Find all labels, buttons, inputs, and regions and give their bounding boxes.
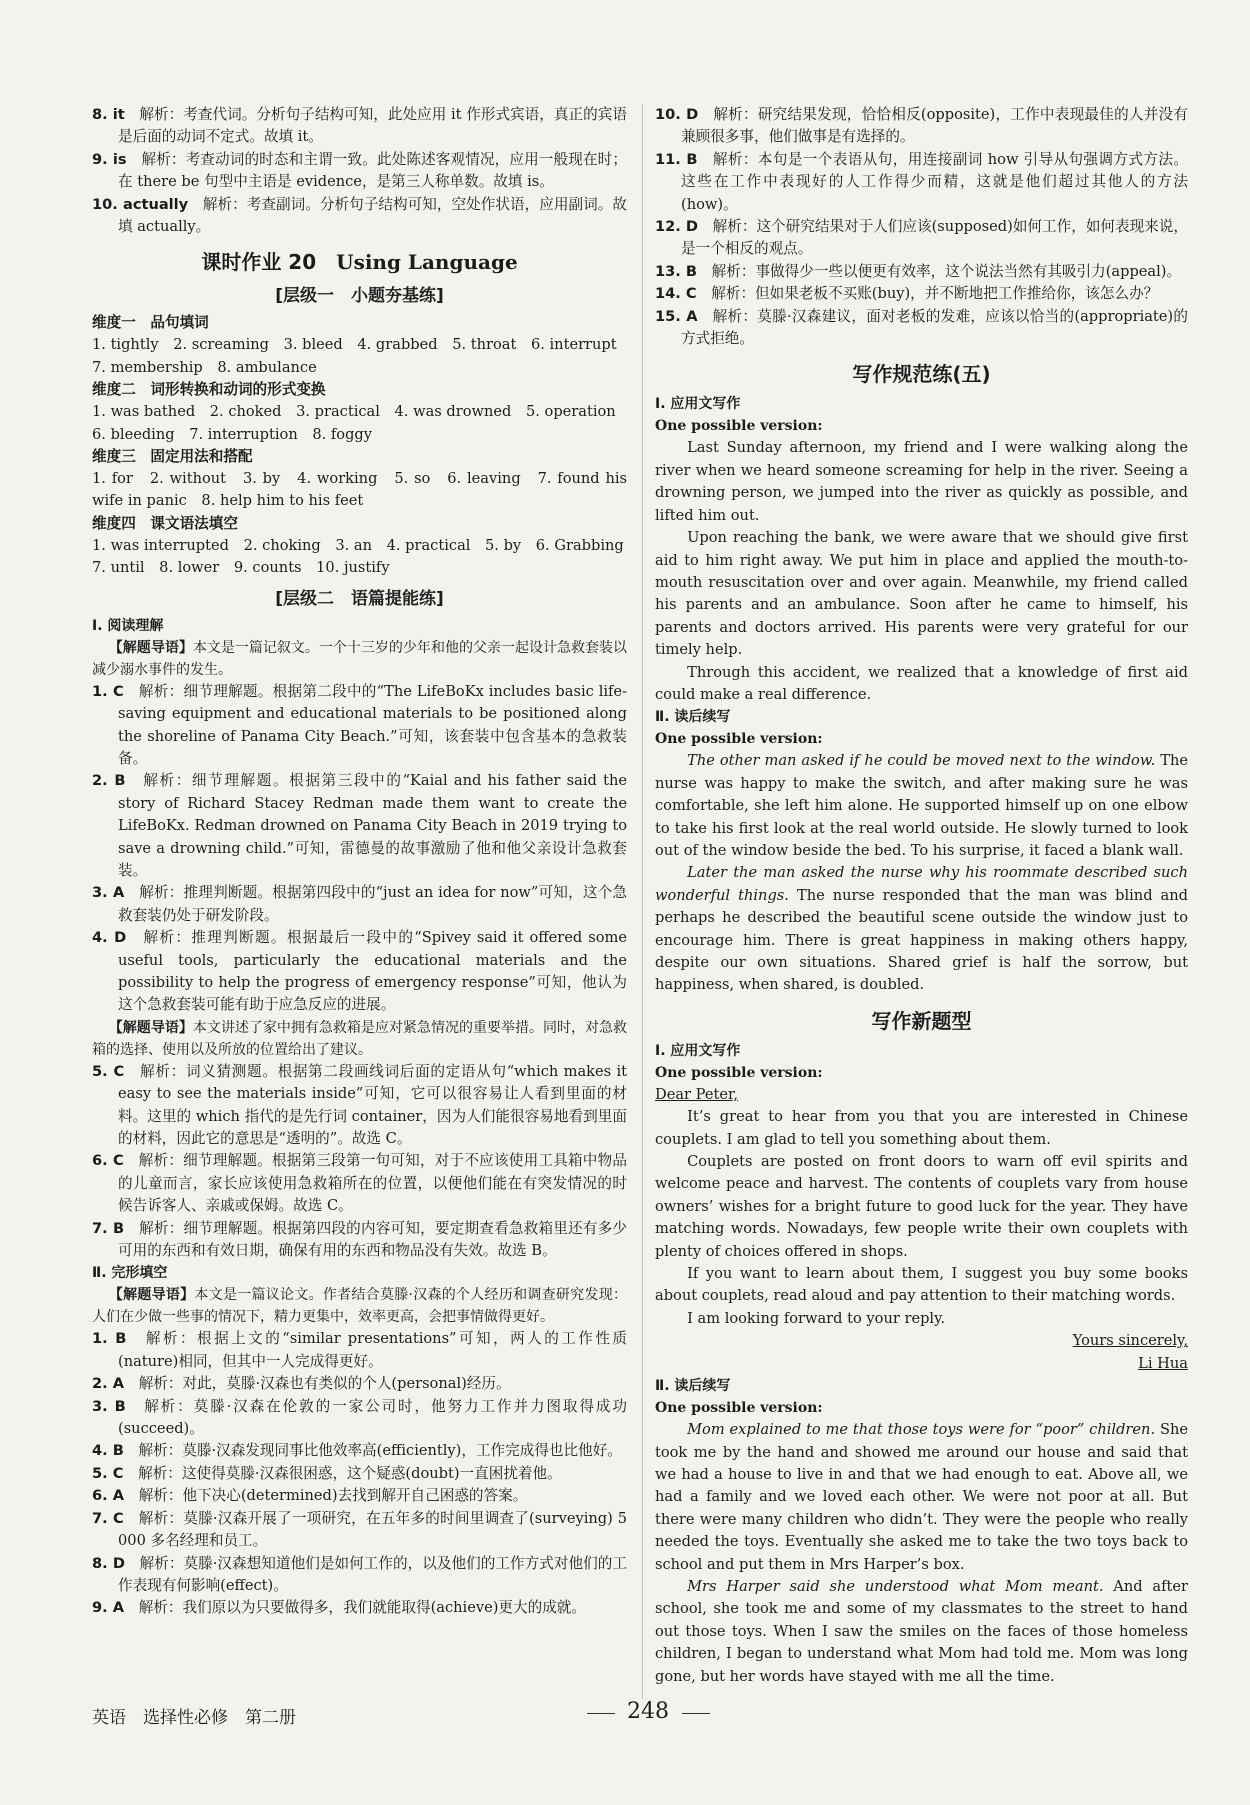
- answer-item: 5. C 解析：这使得莫滕·汉森很困惑，这个疑惑(doubt)一直困扰着他。: [92, 1464, 562, 1482]
- guide-paragraph: 【解题导语】本文讲述了家中拥有急救箱是应对紧急情况的重要举措。同时，对急救箱的选择、使用以及所放的位置给出了建议。: [92, 1019, 628, 1058]
- letter-paragraph: It’s great to hear from you that you are interested in Chinese couplets. I am glad to tell you something about them.: [655, 1108, 1188, 1148]
- answer-item: 13. B 解析：事做得少一些以便更有效率，这个说法当然有其吸引力(appeal)。: [655, 262, 1182, 280]
- writing-title: 写作规范练(五): [852, 362, 991, 387]
- answer-item: 10. actually 解析：考查副词。分析句子结构可知，空处作状语，应用副词。故填 actually。: [92, 195, 627, 236]
- answer-item: 2. B 解析：细节理解题。根据第三段中的“Kaial and his father said the story of Richard Stacey Redman made them want to create the LifeBoKx. Redman drowned on Panama City Beach in 2019 trying to save a drowning child.”可知，雷德曼的故事激励了他和他父亲设计急救套装。: [92, 772, 627, 879]
- part-title: Ⅰ. 阅读理解: [92, 617, 164, 634]
- dimension-answers: 6. bleeding 7. interruption 8. foggy: [92, 425, 373, 443]
- possible-version-label: One possible version:: [655, 1064, 823, 1081]
- answer-item: 7. C 解析：莫滕·汉森开展了一项研究，在五年多的时间里调查了(surveying) 5 000 多名经理和员工。: [92, 1509, 627, 1550]
- answer-item: 10. D 解析：研究结果发现，恰恰相反(opposite)，工作中表现最佳的人并没有兼顾很多事，他们做事是有选择的。: [655, 106, 1188, 146]
- letter-paragraph: If you want to learn about them, I suggest you buy some books about couplets, read aloud and pay attention to their matching words.: [655, 1265, 1188, 1305]
- answer-item: 9. A 解析：我们原以为只要做得多，我们就能取得(achieve)更大的成就。: [92, 1599, 586, 1617]
- level-one-title: [层级一 小题夯基练]: [275, 286, 444, 307]
- answer-item: 7. B 解析：细节理解题。根据第四段的内容可知，要定期查看急救箱里还有多少可用的东西和有效日期，确保有用的东西和物品没有失效。故选 B。: [92, 1219, 627, 1260]
- part-title: Ⅱ. 读后续写: [655, 709, 731, 726]
- letter-paragraph: I am looking forward to your reply.: [687, 1309, 946, 1327]
- letter-signature: Li Hua: [1138, 1354, 1188, 1372]
- essay-paragraph: Through this accident, we realized that a knowledge of first aid could make a real difference.: [655, 663, 1188, 703]
- answer-item: 4. B 解析：莫滕·汉森发现同事比他效率高(efficiently)，工作完成得也比他好。: [92, 1442, 622, 1460]
- guide-paragraph: 【解题导语】本文是一篇记叙文。一个十三岁的少年和他的父亲一起设计急救套装以减少溺水事件的发生。: [92, 639, 628, 678]
- essay-paragraph: Upon reaching the bank, we were aware that we should give first aid to him right away. We put him in place and applied the mouth-to-mouth resuscitation over and over again. Meanwhile, my friend called his parents and an ambulance. Soon after he came to himself, his parents and doctors arrived. His parents were very grateful for our timely help.: [655, 529, 1188, 659]
- page-dash-right: [682, 1713, 710, 1714]
- possible-version-label: One possible version:: [655, 1400, 823, 1417]
- dimension-title: 维度四 课文语法填空: [92, 514, 238, 532]
- part-title: Ⅰ. 应用文写作: [655, 1042, 741, 1059]
- essay-paragraph: Mrs Harper said she understood what Mom meant. And after school, she took me and some of my classmates to the street to hand out those toys. When I saw the smiles on the faces of those homeless children, I began to understand what Mom had told me. Mom was long gone, but her words have stayed with me all the time.: [655, 1577, 1188, 1685]
- answer-item: 8. D 解析：莫滕·汉森想知道他们是如何工作的，以及他们的工作方式对他们的工作表现有何影响(effect)。: [92, 1554, 627, 1594]
- dimension-answers: 7. membership 8. ambulance: [92, 358, 317, 376]
- answer-item: 1. C 解析：细节理解题。根据第二段中的“The LifeBoKx includes basic life-saving equipment and educational materials to be positioned along the shoreline of Panama City Beach.”可知，该套装中包含基本的急救装备。: [92, 682, 627, 767]
- answer-item: 15. A 解析：莫滕·汉森建议，面对老板的发难，应该以恰当的(appropriate)的方式拒绝。: [655, 307, 1188, 348]
- book-title: 英语 选择性必修 第二册: [92, 1708, 296, 1728]
- dimension-answers: 1. for 2. without 3. by 4. working 5. so 6. leaving 7. found his wife in panic 8. help him to his feet: [92, 470, 627, 510]
- dimension-title: 维度三 固定用法和搭配: [92, 448, 253, 466]
- answer-item: 12. D 解析：这个研究结果对于人们应该(supposed)如何工作，如何表现来说，是一个相反的观点。: [655, 218, 1188, 258]
- column-divider: [642, 104, 643, 1699]
- answer-item: 8. it 解析：考查代词。分析句子结构可知，此处应用 it 作形式宾语，真正的宾语是后面的动词不定式。故填 it。: [92, 106, 627, 146]
- answer-item: 3. B 解析：莫滕·汉森在伦敦的一家公司时，他努力工作并力图取得成功(succeed)。: [92, 1397, 627, 1438]
- guide-paragraph: 【解题导语】本文是一篇议论文。作者结合莫滕·汉森的个人经历和调查研究发现：人们在少做一些事的情况下，精力更集中，效率更高，会把事情做得更好。: [92, 1287, 627, 1326]
- dimension-answers: 1. was interrupted 2. choking 3. an 4. practical 5. by 6. Grabbing: [92, 536, 624, 554]
- answer-item: 11. B 解析：本句是一个表语从句，用连接副词 how 引导从句强调方式方法。这些在工作中表现好的人工作得少而精，这就是他们超过其他人的方法(how)。: [655, 150, 1188, 213]
- essay-paragraph: Last Sunday afternoon, my friend and I were walking along the river when we heard someone screaming for help in the river. Seeing a drowning person, we jumped into the river as quickly as possible, and lifted him out.: [655, 439, 1188, 524]
- essay-paragraph: Mom explained to me that those toys were for “poor” children. She took me by the hand and showed me around our house and said that we had a house to live in and that we had enough to eat. Above all, we had a family and we loved each other. We were not poor at all. But there were many children who didn’t. They were the people who really needed the toys. Eventually she asked me to take the two toys back to school and put them in Mrs Harper’s box.: [655, 1421, 1188, 1573]
- letter-salutation: Dear Peter,: [655, 1085, 738, 1103]
- left-column: [92, 104, 627, 1620]
- part-title: Ⅰ. 应用文写作: [655, 396, 741, 413]
- answer-item: 6. C 解析：细节理解题。根据第三段第一句可知，对于不应该使用工具箱中物品的儿童而言，家长应该使用急救箱所在的位置，以便他们能在有突发情况的时候告诉客人、亲戚或保姆。故选 C。: [92, 1152, 627, 1215]
- part-title: Ⅱ. 完形填空: [92, 1265, 168, 1282]
- answer-item: 9. is 解析：考查动词的时态和主谓一致。此处陈述客观情况，应用一般现在时；在 there be 句型中主语是 evidence，是第三人称单数。故填 is。: [92, 150, 627, 191]
- dimension-answers: 1. was bathed 2. choked 3. practical 4. was drowned 5. operation: [92, 403, 616, 421]
- dimension-title: 维度一 品句填词: [92, 314, 209, 332]
- possible-version-label: One possible version:: [655, 731, 823, 748]
- page-dash-left: [587, 1713, 615, 1714]
- right-column: [655, 104, 1188, 1688]
- part-title: Ⅱ. 读后续写: [655, 1378, 731, 1395]
- writing-title: 写作新题型: [871, 1008, 972, 1033]
- section-title: 课时作业 20 Using Language: [201, 250, 518, 275]
- page-number: 248: [627, 1699, 669, 1724]
- letter-paragraph: Couplets are posted on front doors to warn off evil spirits and welcome peace and harvest. The contents of couplets vary from house owners’ wishes for a bright future to good luck for the year. They have matching words. Nowadays, few people write their own couplets with plenty of choices offered in shops.: [655, 1153, 1188, 1260]
- dimension-answers: 1. tightly 2. screaming 3. bleed 4. grabbed 5. throat 6. interrupt: [92, 336, 617, 354]
- dimension-title: 维度二 词形转换和动词的形式变换: [92, 381, 326, 399]
- possible-version-label: One possible version:: [655, 418, 823, 435]
- answer-item: 14. C 解析：但如果老板不买账(buy)，并不断地把工作推给你，该怎么办？: [655, 285, 1159, 303]
- answer-item: 5. C 解析：词义猜测题。根据第二段画线词后面的定语从句“which makes it easy to see the materials inside”可知，它可以很容易让人看到里面的材料。这里的 which 指代的是先行词 container，因为人们能很容易地看到里面的材料，因此它的意思是“透明的”。故选 C。: [92, 1062, 627, 1147]
- level-two-title: [层级二 语篇提能练]: [275, 588, 444, 609]
- answer-item: 2. A 解析：对此，莫滕·汉森也有类似的个人(personal)经历。: [92, 1375, 511, 1393]
- dimension-answers: 7. until 8. lower 9. counts 10. justify: [92, 559, 390, 577]
- letter-closing: Yours sincerely,: [1072, 1332, 1188, 1350]
- page-footer: [92, 1699, 1188, 1733]
- answer-item: 6. A 解析：他下决心(determined)去找到解开自己困惑的答案。: [92, 1487, 528, 1505]
- essay-paragraph: Later the man asked the nurse why his roommate described such wonderful things. The nurse responded that the man was blind and perhaps he described the beautiful scene outside the window just to encourage him. There is great happiness in making others happy, despite our own situations. Shared grief is half the sorrow, but happiness, when shared, is doubled.: [655, 864, 1189, 994]
- answer-item: 1. B 解析：根据上文的“similar presentations”可知，两人的工作性质(nature)相同，但其中一人完成得更好。: [92, 1330, 627, 1370]
- answer-item: 3. A 解析：推理判断题。根据第四段中的“just an idea for now”可知，这个急救套装仍处于研发阶段。: [92, 884, 627, 924]
- essay-paragraph: The other man asked if he could be moved next to the window. The nurse was happy to make the switch, and after making sure he was comfortable, she left him alone. He supported himself up on one elbow to take his first look at the real world outside. He slowly turned to look out of the window beside the bed. To his surprise, it faced a blank wall.: [655, 752, 1188, 859]
- answer-item: 4. D 解析：推理判断题。根据最后一段中的“Spivey said it offered some useful tools, particularly the educational materials and the possibility to help the progress of emergency response”可知，他认为这个急救套装可能有助于应急反应的进展。: [92, 929, 627, 1014]
